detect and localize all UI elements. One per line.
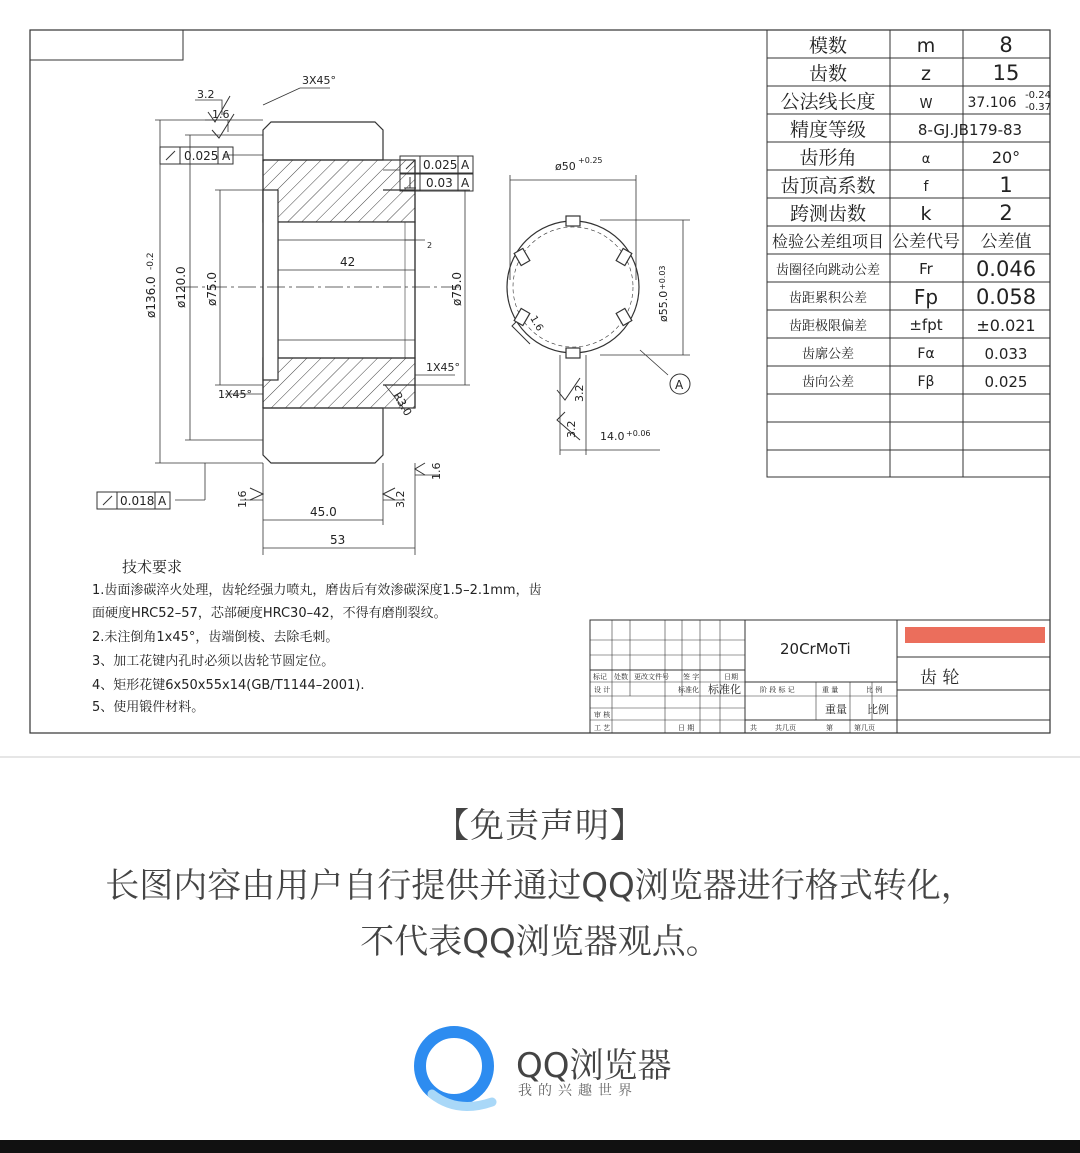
chamfer-1x45-right: 1X45°	[426, 361, 461, 374]
spline-keys	[514, 216, 632, 358]
roughness-3-2-spline-b: 3.2	[565, 420, 578, 438]
param-name: 精度等级	[789, 119, 867, 141]
param-name: 跨测齿数	[789, 203, 867, 225]
roughness-3-2-top: 3.2	[197, 88, 215, 101]
roughness-3-2-bottom: 3.2	[394, 490, 407, 508]
runout-left-value: 0.025	[184, 149, 219, 163]
part-name-label: 齿 轮	[920, 668, 960, 688]
redacted-mark	[905, 627, 1045, 643]
dim-d136-tol: -0.2	[146, 252, 156, 270]
dim-len-53: 53	[330, 533, 346, 547]
param-symbol: Fα	[917, 346, 935, 362]
param-name: 齿顶高系数	[780, 175, 876, 197]
perpendicularity-datum: A	[461, 176, 470, 190]
tb-page: 第	[826, 724, 833, 732]
tb-process: 工 艺	[594, 724, 611, 732]
param-symbol: f	[923, 179, 929, 195]
param-symbol: Fβ	[917, 374, 935, 390]
disclaimer-line-1: 长图内容由用户自行提供并通过QQ浏览器进行格式转化，	[105, 866, 975, 906]
chamfer-1x45-left: 1X45°	[218, 388, 253, 401]
tb-date: 日期	[724, 673, 738, 681]
tb-sheets: 共几页	[775, 724, 796, 732]
note-5: 5、使用锻件材料。	[92, 700, 205, 715]
tb-count: 处数	[614, 673, 628, 681]
tb-stage: 阶 段 标 记	[760, 686, 795, 694]
tb-design: 设 计	[594, 686, 611, 694]
note-3: 3、加工花键内孔时必须以齿轮节圆定位。	[92, 654, 335, 669]
tb-review: 审 核	[594, 711, 611, 719]
perpendicularity-value: 0.03	[426, 176, 453, 190]
drawing-number-box	[30, 30, 183, 60]
tb-std: 标准化	[678, 686, 699, 694]
param-name: 齿向公差	[801, 375, 855, 390]
datum-circle-label: A	[675, 378, 684, 392]
dim-d75-left: ø75.0	[205, 271, 219, 306]
dim-d55: ø55.0	[657, 290, 670, 322]
param-symbol: Fp	[913, 285, 939, 309]
param-value: 37.106	[967, 95, 1017, 111]
param-value: 0.025	[984, 373, 1028, 391]
runout-right-datum: A	[461, 158, 470, 172]
param-name: 检验公差组项目	[771, 232, 885, 251]
radius-r3: R3.0	[390, 390, 415, 419]
dim-width-14: 14.0	[600, 430, 625, 443]
param-name: 齿距累积公差	[788, 291, 868, 306]
param-value-sub: -0.37	[1025, 102, 1051, 113]
param-name: 公法线长度	[780, 91, 876, 113]
runout-left-datum: A	[222, 149, 231, 163]
param-symbol: z	[921, 63, 931, 85]
technical-notes	[92, 558, 542, 715]
notes-heading: 技术要求	[122, 558, 183, 576]
tb-weight: 重量	[825, 703, 847, 716]
tb-date2: 日 期	[678, 724, 695, 732]
param-value: 15	[992, 61, 1020, 85]
param-symbol: Fr	[919, 260, 933, 278]
param-name: 模数	[808, 35, 848, 57]
material-label: 20CrMoTi	[780, 640, 851, 658]
dim-small-2: 2	[427, 241, 433, 250]
qq-browser-logo-icon	[412, 1024, 502, 1114]
dim-d136: ø136.0	[144, 276, 158, 318]
dim-width-14-tol: +0.06	[626, 429, 651, 438]
dim-d50-tol: +0.25	[578, 156, 603, 165]
runout-frame-bottom	[97, 492, 170, 509]
tb-weight-h: 重 量	[822, 686, 839, 694]
bottom-bar	[0, 1140, 1080, 1153]
param-value: 1	[999, 173, 1013, 197]
param-name: 齿廓公差	[801, 347, 855, 362]
tb-page-n: 第几页	[854, 724, 875, 732]
param-symbol: k	[920, 203, 932, 225]
roughness-1-6-right: 1.6	[430, 462, 443, 480]
param-value: 20°	[991, 148, 1021, 167]
tb-sign: 签 字	[683, 673, 700, 681]
note-4: 4、矩形花键6x50x55x14(GB/T1144–2001).	[92, 678, 365, 693]
note-1a: 1.齿面渗碳淬火处理，齿轮经强力喷丸，磨齿后有效渗碳深度1.5–2.1mm，齿	[92, 583, 542, 598]
note-2: 2.未注倒角1x45°，齿端倒棱、去除毛刺。	[92, 630, 339, 645]
roughness-1-6-left: 1.6	[236, 490, 249, 508]
param-name: 齿形角	[799, 147, 857, 169]
tb-total: 共	[750, 724, 757, 732]
param-value: 0.058	[975, 285, 1037, 309]
param-value: 2	[999, 201, 1013, 225]
param-symbol: m	[916, 35, 936, 57]
dim-d120: ø120.0	[174, 266, 188, 308]
param-name: 齿距极限偏差	[788, 319, 868, 334]
tb-std-large: 标准化	[708, 683, 741, 696]
param-value: 0.033	[984, 345, 1028, 363]
qq-browser-brand	[412, 1024, 712, 1114]
param-symbol: 公差代号	[892, 232, 960, 252]
dim-len-45: 45.0	[310, 505, 337, 519]
brand-name: QQ浏览器	[516, 1046, 672, 1086]
parameter-table-text	[772, 33, 1051, 391]
roughness-1-6-top: 1.6	[212, 108, 230, 121]
gear-section-view	[263, 122, 415, 463]
param-symbol: α	[921, 152, 931, 167]
tb-scale: 比例	[867, 703, 889, 716]
param-value: 公差值	[980, 232, 1032, 252]
tb-doc: 更改文件号	[634, 673, 669, 681]
chamfer-top-label: 3X45°	[302, 74, 337, 87]
dim-d75-right: ø75.0	[450, 271, 464, 306]
param-value-sup: -0.24	[1025, 90, 1051, 101]
dim-d50: ø50	[555, 160, 576, 173]
param-name: 齿圈径向跳动公差	[775, 263, 881, 278]
roughness-3-2-spline-a: 3.2	[573, 384, 586, 402]
param-value: 0.046	[975, 257, 1037, 281]
dim-d55-tol: +0.03	[658, 265, 667, 290]
param-symbol: 8-GJ.JB179-83	[917, 121, 1023, 139]
param-value: ±0.021	[976, 316, 1036, 335]
runout-frame-left	[160, 147, 233, 164]
tb-scale-h: 比 例	[866, 686, 883, 694]
disclaimer-line-2: 不代表QQ浏览器观点。	[360, 922, 720, 962]
roughness-1-6-spline: 1.6	[527, 314, 545, 334]
param-value: 8	[999, 33, 1013, 57]
note-1b: 面硬度HRC52–57，芯部硬度HRC30–42，不得有磨削裂纹。	[92, 606, 447, 621]
runout-right-value: 0.025	[423, 158, 458, 172]
param-symbol: W	[919, 97, 933, 112]
runout-bottom-datum: A	[158, 494, 167, 508]
tb-mark: 标记	[593, 673, 607, 681]
param-symbol: ±fpt	[909, 316, 943, 334]
brand-slogan: 我的兴趣世界	[518, 1083, 638, 1099]
disclaimer-title: 【免责声明】	[435, 806, 645, 846]
runout-bottom-value: 0.018	[120, 494, 155, 508]
dim-len-42: 42	[340, 255, 356, 269]
param-name: 齿数	[808, 63, 848, 85]
